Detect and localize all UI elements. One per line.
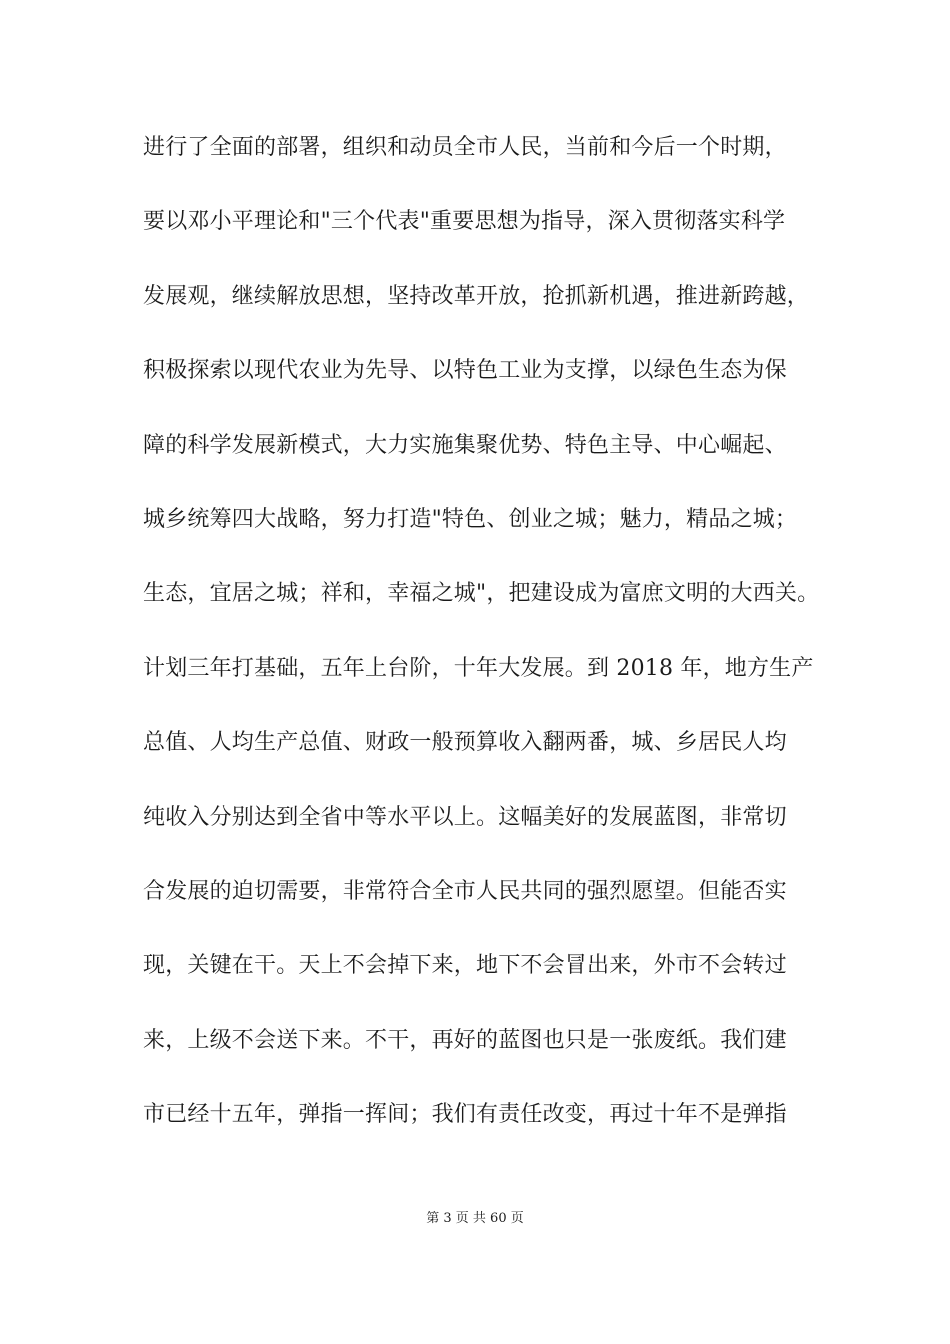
body-text (143, 131, 823, 1172)
text-line-2: 要以邓小平理论和"三个代表"重要思想为指导，深入贯彻落实科学 (143, 209, 786, 235)
text-line-11: 合发展的迫切需要，非常符合全市人民共同的强烈愿望。但能否实 (143, 878, 787, 904)
text-line-9: 总值、人均生产总值、财政一般预算收入翻两番，城、乡居民人均 (143, 730, 787, 756)
text-line-12: 现，关键在干。天上不会掉下来，地下不会冒出来，外市不会转过 (143, 953, 787, 979)
page-number-label: 第 3 页 共 60 页 (426, 1211, 524, 1226)
text-line-14: 市已经十五年，弹指一挥间；我们有责任改变，再过十年不是弹指 (143, 1102, 787, 1128)
text-line-3: 发展观，继续解放思想，坚持改革开放，抢抓新机遇，推进新跨越， (143, 283, 810, 309)
text-line-6: 城乡统筹四大战略，努力打造"特色、创业之城；魅力，精品之城； (143, 506, 798, 532)
page-footer (0, 1209, 950, 1229)
text-line-8: 计划三年打基础，五年上台阶，十年大发展。到 2018 年，地方生产 (143, 655, 814, 681)
text-line-4: 积极探索以现代农业为先导、以特色工业为支撑，以绿色生态为保 (143, 358, 787, 384)
text-line-13: 来，上级不会送下来。不干，再好的蓝图也只是一张废纸。我们建 (143, 1027, 787, 1053)
text-line-10: 纯收入分别达到全省中等水平以上。这幅美好的发展蓝图，非常切 (143, 804, 787, 830)
text-line-1: 进行了全面的部署，组织和动员全市人民，当前和今后一个时期， (143, 135, 787, 160)
text-line-7: 生态，宜居之城；祥和，幸福之城"，把建设成为富庶文明的大西关。 (143, 581, 820, 607)
text-line-5: 障的科学发展新模式，大力实施集聚优势、特色主导、中心崛起、 (143, 432, 787, 458)
